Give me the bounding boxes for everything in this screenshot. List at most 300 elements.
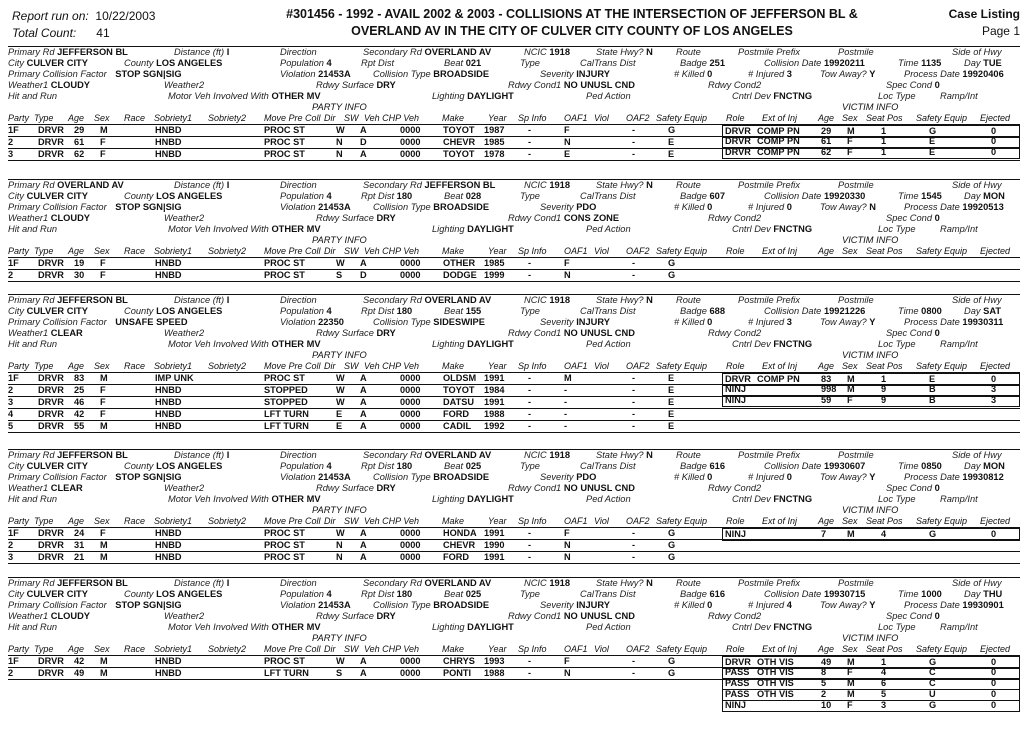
party-cell-sw: A <box>360 149 367 159</box>
party-col-header: Sobriety2 <box>208 644 247 654</box>
side-of-hwy-label: Side of Hwy <box>952 578 1002 588</box>
victim-info-title: VICTIM INFO <box>842 350 899 360</box>
spec-cond-value: 0 <box>934 213 940 223</box>
party-cell-sw: D <box>360 137 367 147</box>
title-line-1: #301456 - 1992 - AVAIL 2002 & 2003 - COLLISIONS AT THE INTERSECTION OF JEFFERSON BL & <box>286 7 858 21</box>
party-cell-chp: 0000 <box>400 385 421 395</box>
direction <box>280 47 317 58</box>
motor-veh-involved-with <box>168 622 321 633</box>
city-label: City <box>8 58 25 68</box>
party-cell-age: 30 <box>74 270 85 280</box>
party-cell-year: 1985 <box>484 258 505 268</box>
party-cell-year: 1991 <box>484 397 505 407</box>
caltrans-dist <box>580 58 636 69</box>
rdwy-cond2-label: Rdwy Cond2 <box>708 611 762 621</box>
party-cell-sw: A <box>360 421 367 431</box>
party-cell-sp: - <box>528 528 532 538</box>
party-cell-oaf1: F <box>564 258 570 268</box>
rdwy-cond2-label: Rdwy Cond2 <box>708 483 762 493</box>
county <box>124 191 222 202</box>
postmile-label: Postmile <box>838 180 874 190</box>
county <box>124 58 222 69</box>
party-cell-sw: A <box>360 258 367 268</box>
county-value: LOS ANGELES <box>156 191 223 201</box>
victim-cell-ext: OTH VIS <box>757 689 794 699</box>
victim-col-header: Ejected <box>980 644 1011 654</box>
party-cell-age: 31 <box>74 540 85 550</box>
party-cell-make: DODGE <box>443 270 477 280</box>
killed <box>674 472 712 483</box>
party-cell-sp: - <box>528 137 532 147</box>
type <box>520 589 540 600</box>
tow-away <box>820 202 876 213</box>
spec-cond <box>886 483 940 494</box>
ncic <box>524 295 570 306</box>
postmile-prefix-label: Postmile Prefix <box>738 578 800 588</box>
party-cell-type: DRVR <box>38 668 64 678</box>
rdwy-surface <box>316 328 396 339</box>
primary-road <box>8 180 124 191</box>
victim-cell-role: NINJ <box>725 395 746 405</box>
hit-and-run <box>8 622 57 633</box>
spec-cond-value: 0 <box>934 80 940 90</box>
rdwy-cond2-label: Rdwy Cond2 <box>708 213 762 223</box>
party-cell-sex: F <box>100 137 106 147</box>
party-cell-safety: E <box>668 421 675 431</box>
primary-collision-factor-label: Primary Collision Factor <box>8 600 107 610</box>
victim-cell-role: NINJ <box>725 529 746 539</box>
severity-label: Severity <box>540 69 574 79</box>
party-cell-sex: F <box>100 258 106 268</box>
route-label: Route <box>676 578 701 588</box>
primary-collision-factor-label: Primary Collision Factor <box>8 317 107 327</box>
primary-road <box>8 47 128 58</box>
party-col-header: OAF1 <box>564 361 588 371</box>
severity-value: PDO <box>576 472 597 482</box>
party-col-header: Move Pre Coll <box>264 644 321 654</box>
secondary-road-label: Secondary Rd <box>363 180 422 190</box>
cntrl-dev <box>732 91 812 102</box>
party-cell-make: FORD <box>443 409 470 419</box>
party-cell-sob1: HNBD <box>155 385 182 395</box>
party-col-header: Make <box>442 361 465 371</box>
cntrl-dev <box>732 622 812 633</box>
city <box>8 306 88 317</box>
injured-label: # Injured <box>748 69 785 79</box>
population-label: Population <box>280 191 324 201</box>
ncic-value: 1918 <box>549 578 571 588</box>
process-date-label: Process Date <box>904 69 960 79</box>
county-label: County <box>124 58 154 68</box>
victim-cell-ejected: 0 <box>991 657 997 667</box>
party-cell-sex: F <box>100 270 106 280</box>
party-cell-party: 5 <box>8 421 14 431</box>
badge-value: 616 <box>709 461 725 471</box>
collision-type-label: Collision Type <box>373 472 431 482</box>
collision-record <box>8 449 1020 564</box>
route-label: Route <box>676 450 701 460</box>
type-label: Type <box>520 589 540 599</box>
killed-label: # Killed <box>674 472 705 482</box>
motor-veh-involved-with-label: Motor Veh Involved With <box>168 494 269 504</box>
victim-col-header: Ext of Inj <box>762 113 798 123</box>
loc-type <box>878 224 916 235</box>
party-col-header: Move Pre Coll <box>264 516 321 526</box>
beat <box>444 58 481 69</box>
day-value: MON <box>983 191 1005 201</box>
party-col-header: Type <box>34 516 54 526</box>
ramp-int-label: Ramp/Int <box>940 494 978 504</box>
weather2 <box>164 80 204 91</box>
rdwy-cond1-label: Rdwy Cond1 <box>508 611 562 621</box>
collision-type <box>373 202 489 213</box>
rpt-dist-value: 180 <box>396 589 413 599</box>
victim-cell-age: 62 <box>821 147 832 157</box>
motor-veh-involved-with <box>168 91 321 102</box>
state-hwy-value: N <box>646 578 653 588</box>
lighting-value: DAYLIGHT <box>467 224 514 234</box>
party-col-header: Year <box>488 246 507 256</box>
victim-col-header: Role <box>726 644 745 654</box>
secondary-road <box>363 295 491 306</box>
rdwy-cond1 <box>508 80 635 91</box>
direction-label: Direction <box>280 180 317 190</box>
party-col-header: Dir <box>324 246 336 256</box>
secondary-road-value: JEFFERSON BL <box>424 180 496 190</box>
cntrl-dev <box>732 339 812 350</box>
party-cell-chp: 0000 <box>400 540 421 550</box>
rdwy-surface-label: Rdwy Surface <box>316 328 374 338</box>
badge-label: Badge <box>680 191 707 201</box>
party-col-header: Party <box>8 361 30 371</box>
loc-type <box>878 339 916 350</box>
rdwy-surface-value: DRY <box>376 328 396 338</box>
party-cell-sp: - <box>528 397 532 407</box>
primary-collision-factor <box>8 472 182 483</box>
primary-collision-factor <box>8 317 188 328</box>
party-cell-dir: W <box>336 397 345 407</box>
victim-col-header: Ejected <box>980 113 1011 123</box>
motor-veh-involved-with <box>168 224 321 235</box>
loc-type-label: Loc Type <box>878 224 916 234</box>
ncic-label: NCIC <box>524 180 547 190</box>
beat-value: 021 <box>465 58 482 68</box>
day-value: MON <box>983 461 1005 471</box>
party-cell-make: OTHER <box>443 258 476 268</box>
party-cell-type: DRVR <box>38 528 64 538</box>
population <box>280 58 332 69</box>
party-col-header: Party <box>8 113 30 123</box>
party-col-header: Veh CHP Veh <box>364 516 420 526</box>
cntrl-dev <box>732 494 812 505</box>
party-cell-type: DRVR <box>38 373 64 383</box>
time-value: 0850 <box>921 461 942 471</box>
rpt-dist-value: 180 <box>396 191 413 201</box>
victim-col-header: Safety Equip <box>916 516 968 526</box>
victim-cell-role: DRVR <box>725 126 751 136</box>
hit-and-run <box>8 224 57 235</box>
party-cell-party: 4 <box>8 409 14 419</box>
victim-cell-role: NINJ <box>725 700 746 710</box>
injured-value: 3 <box>786 317 792 327</box>
population-value: 4 <box>326 191 332 201</box>
party-cell-make: CHEVR <box>443 540 476 550</box>
badge-label: Badge <box>680 58 707 68</box>
process-date <box>904 317 1003 328</box>
victim-cell-role: NINJ <box>725 384 746 394</box>
beat <box>444 589 481 600</box>
victim-col-header: Ext of Inj <box>762 246 798 256</box>
victim-cell-ejected: 0 <box>991 126 997 136</box>
hit-and-run-label: Hit and Run <box>8 224 58 234</box>
cntrl-dev-value: FNCTNG <box>773 339 813 349</box>
injured <box>748 600 792 611</box>
party-col-header: Age <box>68 516 85 526</box>
primary-collision-factor <box>8 202 182 213</box>
victim-cell-seat: 1 <box>881 126 887 136</box>
population <box>280 306 332 317</box>
victim-col-header: Sex <box>842 644 858 654</box>
primary-collision-factor <box>8 69 182 80</box>
collision-date <box>764 58 865 69</box>
party-cell-oaf1: - <box>564 421 568 431</box>
party-column-headers <box>8 246 1020 258</box>
party-cell-age: 42 <box>74 656 85 666</box>
party-cell-year: 1988 <box>484 409 505 419</box>
total-count: 41 <box>96 26 110 40</box>
day-value: THU <box>983 589 1003 599</box>
severity <box>540 202 596 213</box>
party-col-header: SW <box>344 644 359 654</box>
collision-date-value: 19930607 <box>823 461 866 471</box>
ncic-label: NCIC <box>524 295 547 305</box>
secondary-road-label: Secondary Rd <box>363 450 422 460</box>
party-cell-safety: G <box>668 125 676 135</box>
party-col-header: Veh CHP Veh <box>364 644 420 654</box>
ramp-int <box>940 622 978 633</box>
collision-type-value: SIDESWIPE <box>433 317 485 327</box>
party-cell-year: 1993 <box>484 656 505 666</box>
victim-col-header: Ext of Inj <box>762 516 798 526</box>
population-label: Population <box>280 461 324 471</box>
ncic <box>524 47 570 58</box>
party-rows <box>8 258 1020 282</box>
victim-col-header: Safety Equip <box>916 644 968 654</box>
party-cell-year: 1988 <box>484 668 505 678</box>
victim-cell-safety: G <box>929 657 937 667</box>
route <box>676 295 701 306</box>
victim-cell-safety: E <box>929 136 936 146</box>
rdwy-cond2 <box>708 483 761 494</box>
victim-info-title: VICTIM INFO <box>842 102 899 112</box>
party-col-header: Viol <box>594 516 609 526</box>
beat <box>444 461 481 472</box>
lighting-value: DAYLIGHT <box>467 494 514 504</box>
process-date <box>904 202 1004 213</box>
victim-cell-sex: M <box>847 126 855 136</box>
badge <box>680 306 725 317</box>
party-cell-age: 42 <box>74 409 85 419</box>
direction-label: Direction <box>280 578 317 588</box>
rpt-dist-label: Rpt Dist <box>361 191 395 201</box>
party-cell-move: LFT TURN <box>264 409 309 419</box>
party-cell-sob1: HNBD <box>155 668 182 678</box>
party-col-header: Type <box>34 113 54 123</box>
spec-cond-label: Spec Cond <box>886 611 932 621</box>
party-row <box>8 540 1020 552</box>
victim-col-header: Ext of Inj <box>762 644 798 654</box>
victim-cell-ext: COMP PN <box>757 126 800 136</box>
ped-action-label: Ped Action <box>586 339 631 349</box>
collision-date-value: 19920330 <box>823 191 866 201</box>
rpt-dist-value: 180 <box>396 461 413 471</box>
victim-col-header: Age <box>818 113 835 123</box>
victim-cell-age: 8 <box>821 667 827 677</box>
victim-cell-ext: OTH VIS <box>757 657 794 667</box>
loc-type-label: Loc Type <box>878 494 916 504</box>
party-col-header: Make <box>442 246 465 256</box>
ncic-label: NCIC <box>524 47 547 57</box>
county-value: LOS ANGELES <box>156 306 223 316</box>
party-cell-year: 1978 <box>484 149 505 159</box>
collision-type <box>373 472 489 483</box>
rdwy-cond1 <box>508 611 635 622</box>
party-column-headers <box>8 113 1020 125</box>
violation <box>280 472 351 483</box>
badge-label: Badge <box>680 306 707 316</box>
killed-value: 0 <box>707 202 713 212</box>
party-cell-safety: G <box>668 540 676 550</box>
day-label: Day <box>964 589 981 599</box>
rdwy-surface-value: DRY <box>376 213 396 223</box>
weather1 <box>8 611 90 622</box>
victim-col-header: Seat Pos <box>866 246 903 256</box>
party-cell-safety: G <box>668 656 676 666</box>
distance <box>174 578 229 589</box>
party-row <box>8 409 1020 421</box>
county-value: LOS ANGELES <box>156 589 223 599</box>
party-cell-dir: W <box>336 656 345 666</box>
victim-cell-seat: 1 <box>881 657 887 667</box>
party-cell-safety: E <box>668 397 675 407</box>
state-hwy-value: N <box>646 47 653 57</box>
tow-away <box>820 600 875 611</box>
badge <box>680 58 725 69</box>
party-cell-make: FORD <box>443 552 470 562</box>
process-date-label: Process Date <box>904 202 960 212</box>
ncic <box>524 578 570 589</box>
party-cell-party: 2 <box>8 668 14 678</box>
victim-cell-seat: 9 <box>881 395 887 405</box>
victim-cell-sex: M <box>847 529 855 539</box>
rdwy-cond2-label: Rdwy Cond2 <box>708 80 762 90</box>
primary-collision-factor-value: STOP SGN|SIG <box>115 472 182 482</box>
victim-col-header: Age <box>818 361 835 371</box>
victim-col-header: Age <box>818 644 835 654</box>
victim-cell-sex: M <box>847 657 855 667</box>
collision-type-value: BROADSIDE <box>433 472 490 482</box>
party-col-header: Safety Equip <box>656 361 708 371</box>
spec-cond-label: Spec Cond <box>886 213 932 223</box>
party-cell-make: HONDA <box>443 528 477 538</box>
primary-road-label: Primary Rd <box>8 180 55 190</box>
victim-cell-age: 10 <box>821 700 832 710</box>
collision-record <box>8 577 1020 710</box>
party-cell-make: TOYOT <box>443 385 475 395</box>
route <box>676 180 701 191</box>
beat-label: Beat <box>444 461 464 471</box>
party-col-header: Sobriety1 <box>154 644 193 654</box>
spec-cond-label: Spec Cond <box>886 328 932 338</box>
victim-row <box>722 528 1020 541</box>
party-cell-oaf2: - <box>632 668 636 678</box>
party-cell-safety: G <box>668 668 676 678</box>
injured-value: 4 <box>786 600 792 610</box>
postmile-prefix <box>738 450 800 461</box>
postmile <box>838 295 874 306</box>
party-cell-age: 83 <box>74 373 85 383</box>
victim-col-header: Role <box>726 113 745 123</box>
time-value: 0800 <box>921 306 942 316</box>
party-col-header: Sp Info <box>518 361 547 371</box>
party-col-header: Sp Info <box>518 246 547 256</box>
victim-cell-safety: C <box>929 678 936 688</box>
victim-cell-ejected: 0 <box>991 678 997 688</box>
victim-cell-age: 49 <box>821 657 832 667</box>
collision-date-value: 19921226 <box>823 306 866 316</box>
direction-label: Direction <box>280 295 317 305</box>
motor-veh-involved-with-value: OTHER MV <box>271 224 321 234</box>
time-value: 1135 <box>921 58 942 68</box>
party-cell-move: STOPPED <box>264 397 308 407</box>
collision-date-label: Collision Date <box>764 191 822 201</box>
party-cell-sob1: IMP UNK <box>155 373 194 383</box>
rpt-dist-label: Rpt Dist <box>361 306 395 316</box>
weather1-value: CLOUDY <box>50 80 90 90</box>
victim-col-header: Sex <box>842 246 858 256</box>
population <box>280 589 332 600</box>
party-cell-type: DRVR <box>38 258 64 268</box>
time <box>898 306 942 317</box>
victim-cell-role: DRVR <box>725 136 751 146</box>
party-cell-sp: - <box>528 258 532 268</box>
time-label: Time <box>898 58 919 68</box>
ncic-value: 1918 <box>549 450 571 460</box>
party-cell-party: 3 <box>8 397 14 407</box>
victim-cell-seat: 6 <box>881 678 887 688</box>
spec-cond-label: Spec Cond <box>886 80 932 90</box>
side-of-hwy-label: Side of Hwy <box>952 295 1002 305</box>
type <box>520 306 540 317</box>
party-cell-dir: N <box>336 149 343 159</box>
weather1-value: CLEAR <box>50 483 83 493</box>
weather2-label: Weather2 <box>164 611 205 621</box>
victim-cell-ext: COMP PN <box>757 136 800 146</box>
collision-date <box>764 306 865 317</box>
party-cell-sp: - <box>528 149 532 159</box>
side-of-hwy <box>952 47 1002 58</box>
victim-cell-role: PASS <box>725 667 750 677</box>
primary-road-value: JEFFERSON BL <box>57 47 128 57</box>
party-cell-sex: M <box>100 540 108 550</box>
distance-value: I <box>226 295 230 305</box>
primary-road-label: Primary Rd <box>8 578 55 588</box>
party-col-header: SW <box>344 516 359 526</box>
party-cell-type: DRVR <box>38 137 64 147</box>
ped-action <box>586 91 631 102</box>
day <box>964 306 1001 317</box>
collision-date-value: 19930715 <box>823 589 866 599</box>
